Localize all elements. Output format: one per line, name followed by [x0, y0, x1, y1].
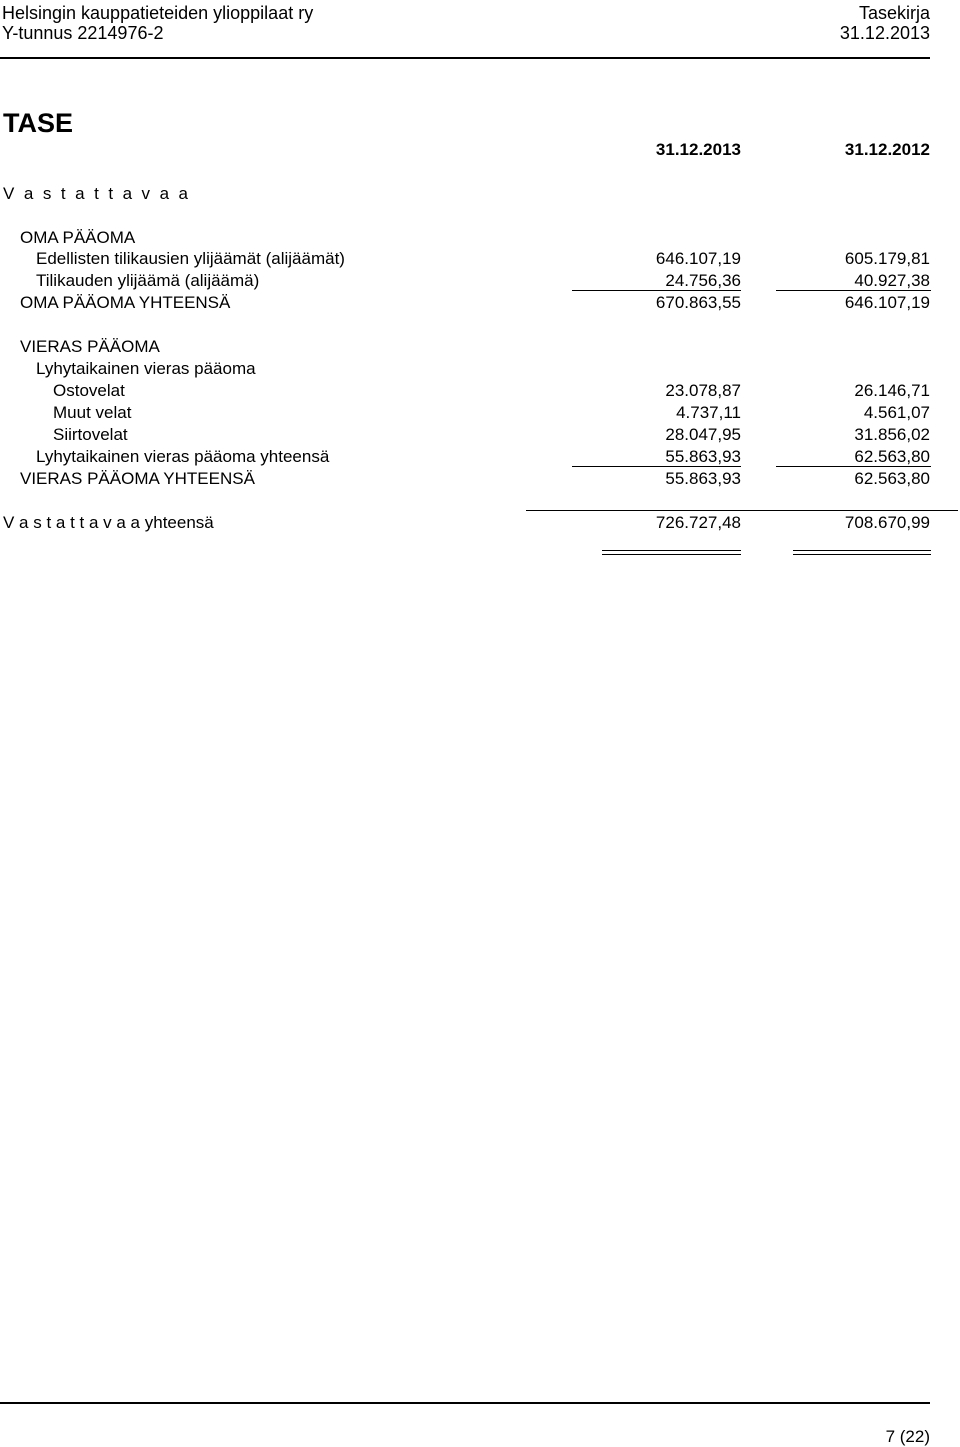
column-header-2013: 31.12.2013 [655, 140, 741, 159]
footer-divider [0, 1402, 930, 1404]
page-number: 7 (22) [885, 1427, 930, 1446]
equity-total-value-2013: 670.863,55 [655, 293, 741, 312]
page-title: TASE [3, 108, 74, 138]
liability-row-value-2013: 23.078,87 [665, 381, 741, 400]
equity-row-value-2013: 24.756,36 [665, 271, 741, 290]
grand-total-double-underline [602, 550, 741, 555]
liabilities-subtotal-label: Lyhytaikainen vieras pääoma yhteensä [36, 447, 330, 466]
equity-row-label: Edellisten tilikausien ylijäämät (alijäämät) [36, 249, 345, 268]
header-divider [0, 57, 930, 59]
grand-total-label: V a s t a t t a v a a yhteensä [3, 513, 214, 532]
liability-row-value-2012: 4.561,07 [863, 403, 930, 422]
grand-total-rule [526, 510, 958, 511]
liabilities-total-value-2013: 55.863,93 [665, 469, 741, 488]
liabilities-total-value-2012: 62.563,80 [854, 469, 930, 488]
liability-row-label: Muut velat [53, 403, 132, 422]
liabilities-total-label: VIERAS PÄÄOMA YHTEENSÄ [20, 469, 255, 488]
business-id: Y-tunnus 2214976-2 [2, 23, 164, 43]
equity-row-value-2012: 40.927,38 [854, 271, 930, 290]
document-type: Tasekirja [858, 3, 930, 23]
liability-row-label: Siirtovelat [53, 425, 128, 444]
liabilities-subtotal-value-2012: 62.563,80 [854, 447, 930, 466]
grand-total-double-underline [793, 550, 931, 555]
header-date: 31.12.2013 [839, 23, 930, 43]
assets-section-label: V a s t a t t a v a a [3, 184, 191, 203]
column-header-2012: 31.12.2012 [844, 140, 930, 159]
liability-row-value-2012: 31.856,02 [854, 425, 930, 444]
organization-name: Helsingin kauppatieteiden ylioppilaat ry [2, 3, 314, 23]
equity-total-value-2012: 646.107,19 [844, 293, 930, 312]
equity-heading: OMA PÄÄOMA [20, 228, 136, 247]
equity-row-value-2012: 605.179,81 [844, 249, 930, 268]
grand-total-value-2012: 708.670,99 [844, 513, 930, 532]
liabilities-heading: VIERAS PÄÄOMA [20, 337, 160, 356]
liability-row-value-2012: 26.146,71 [854, 381, 930, 400]
equity-row-value-2013: 646.107,19 [655, 249, 741, 268]
liability-row-label: Ostovelat [53, 381, 125, 400]
equity-row-label: Tilikauden ylijäämä (alijäämä) [36, 271, 260, 290]
grand-total-value-2013: 726.727,48 [655, 513, 741, 532]
subtotal-underline [572, 466, 741, 467]
liability-row-value-2013: 4.737,11 [676, 403, 741, 422]
subtotal-underline [572, 290, 741, 291]
liability-row-value-2013: 28.047,95 [665, 425, 741, 444]
liabilities-subtotal-value-2013: 55.863,93 [665, 447, 741, 466]
equity-total-label: OMA PÄÄOMA YHTEENSÄ [20, 293, 231, 312]
subtotal-underline [776, 466, 931, 467]
liabilities-subheading: Lyhytaikainen vieras pääoma [36, 359, 256, 378]
subtotal-underline [776, 290, 931, 291]
